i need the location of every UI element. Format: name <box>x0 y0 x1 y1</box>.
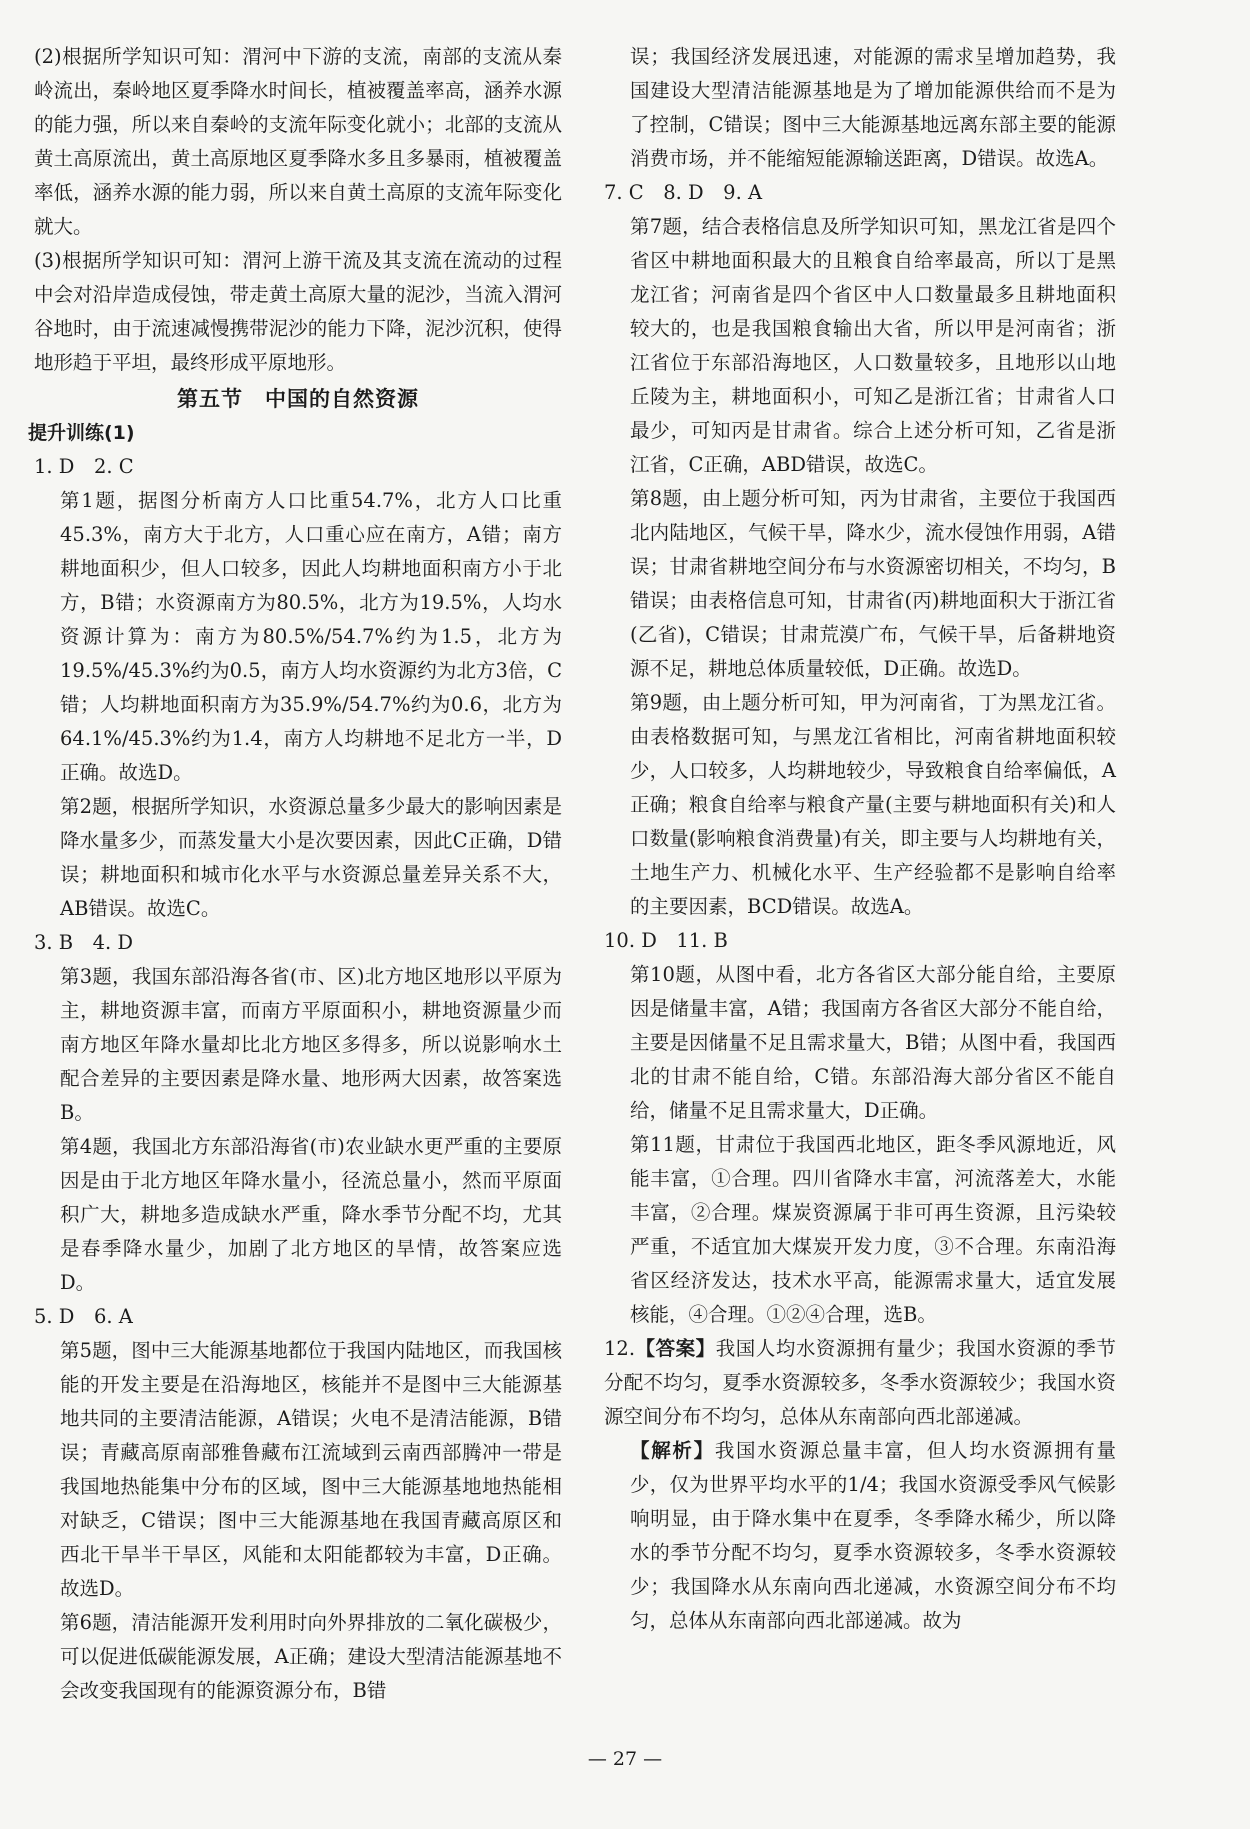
question-12-analysis <box>604 1434 1116 1638</box>
explanation-q7: 第7题，结合表格信息及所学知识可知，黑龙江省是四个省区中耕地面积最大的且粮食自给率最高，所以丁是黑龙江省；河南省是四个省区中人口数量最多且耕地面积较大的，也是我国粮食输出大省，所以甲是河南省；浙江省位于东部沿海地区，人口数量较多，且地形以山地丘陵为主，耕地面积小，可知乙是浙江省；甘肃省人口最少，可知丙是甘肃省。综合上述分析可知，乙省是浙江省，C正确，ABD错误，故选C。 <box>630 215 1116 476</box>
section-title: 第五节 中国的自然资源 <box>177 387 419 411</box>
question-12-answer <box>604 1332 1116 1434</box>
drill-title: 提升训练(1) <box>28 422 135 444</box>
answers-1-2: 1. D 2. C <box>34 455 134 478</box>
explanation-q8: 第8题，由上题分析可知，丙为甘肃省，主要位于我国西北内陆地区，气候干旱，降水少，流水侵蚀作用弱，A错误；甘肃省耕地空间分布与水资源密切相关，不均匀，B错误；由表格信息可知，甘肃省(丙)耕地面积大于浙江省(乙省)，C错误；甘肃荒漠广布，气候干旱，后备耕地资源不足，耕地总体质量较低，D正确。故选D。 <box>630 487 1116 680</box>
explanation-q1: 第1题，据图分析南方人口比重54.7%，北方人口比重45.3%，南方大于北方，人口重心应在南方，A错；南方耕地面积少，但人口较多，因此人均耕地面积南方小于北方，B错；水资源南方为80.5%，北方为19.5%，人均水资源计算为：南方为80.5%/54.7%约为1.5，北方为19.5%/45.3%约为0.5，南方人均水资源约为北方3倍，C错；人均耕地面积南方为35.9%/54.7%约为0.6，北方为64.1%/45.3%约为1.4，南方人均耕地不足北方一半，D正确。故选D。 <box>60 489 562 784</box>
explanation-q5: 第5题，图中三大能源基地都位于我国内陆地区，而我国核能的开发主要是在沿海地区，核能并不是图中三大能源基地共同的主要清洁能源，A错误；火电不是清洁能源，B错误；青藏高原南部雅鲁藏布江流域到云南西部腾冲一带是我国地热能集中分布的区域，图中三大能源基地地热能相对缺乏，C错误；图中三大能源基地在我国青藏高原区和西北干旱半干旱区，风能和太阳能都较为丰富，D正确。故选D。 <box>60 1339 562 1600</box>
answer-text: 我国人均水资源拥有量少；我国水资源的季节分配不均匀，夏季水资源较多，冬季水资源较少；我国水资源空间分布不均匀，总体从东南部向西北部递减。 <box>604 1337 1116 1428</box>
question-12-number: 12. <box>604 1337 636 1360</box>
answer-paragraph-2: (2)根据所学知识可知：渭河中下游的支流，南部的支流从秦岭流出，秦岭地区夏季降水时间长，植被覆盖率高，涵养水源的能力强，所以来自秦岭的支流年际变化就小；北部的支流从黄土高原流出，黄土高原地区夏季降水多且多暴雨，植被覆盖率低，涵养水源的能力弱，所以来自黄土高原的支流年际变化就大。 <box>34 45 562 238</box>
answer-paragraph-3: (3)根据所学知识可知：渭河上游干流及其支流在流动的过程中会对沿岸造成侵蚀，带走黄土高原大量的泥沙，当流入渭河谷地时，由于流速减慢携带泥沙的能力下降，泥沙沉积，使得地形趋于平坦，最终形成平原地形。 <box>34 249 562 374</box>
answer-tag: 【答案】 <box>635 1337 716 1360</box>
analysis-tag: 【解析】 <box>630 1439 715 1462</box>
explanation-q2: 第2题，根据所学知识，水资源总量多少最大的影响因素是降水量多少，而蒸发量大小是次要因素，因此C正确，D错误；耕地面积和城市化水平与水资源总量差异关系不大，AB错误。故选C。 <box>60 795 562 920</box>
answers-3-4: 3. B 4. D <box>34 931 134 954</box>
explanation-q9: 第9题，由上题分析可知，甲为河南省，丁为黑龙江省。由表格数据可知，与黑龙江省相比，河南省耕地面积较少，人口较多，人均耕地较少，导致粮食自给率偏低，A正确；粮食自给率与粮食产量(主要与耕地面积有关)和人口数量(影响粮食消费量)有关，即主要与人均耕地有关，土地生产力、机械化水平、生产经验都不是影响自给率的主要因素，BCD错误。故选A。 <box>630 691 1116 918</box>
page-number: — 27 — <box>587 1748 663 1770</box>
explanation-q6-continued: 误；我国经济发展迅速，对能源的需求呈增加趋势，我国建设大型清洁能源基地是为了增加能源供给而不是为了控制，C错误；图中三大能源基地远离东部主要的能源消费市场，并不能缩短能源输送距离，D错误。故选A。 <box>630 45 1116 170</box>
explanation-q10: 第10题，从图中看，北方各省区大部分能自给，主要原因是储量丰富，A错；我国南方各省区大部分不能自给，主要是因储量不足且需求量大，B错；从图中看，我国西北的甘肃不能自给，C错。东部沿海大部分省区不能自给，储量不足且需求量大，D正确。 <box>630 963 1116 1122</box>
answers-7-9: 7. C 8. D 9. A <box>604 181 763 204</box>
explanation-q4: 第4题，我国北方东部沿海省(市)农业缺水更严重的主要原因是由于北方地区年降水量小，径流总量小，然而平原面积广大，耕地多造成缺水严重，降水季节分配不均，尤其是春季降水量少，加剧了北方地区的旱情，故答案应选D。 <box>60 1135 562 1294</box>
answers-5-6: 5. D 6. A <box>34 1305 133 1328</box>
analysis-text: 我国水资源总量丰富，但人均水资源拥有量少，仅为世界平均水平的1/4；我国水资源受季风气候影响明显，由于降水集中在夏季，冬季降水稀少，所以降水的季节分配不均匀，夏季水资源较多，冬季水资源较少；我国降水从东南向西北递减，水资源空间分布不均匀，总体从东南部向西北部递减。故为 <box>630 1439 1116 1632</box>
explanation-q3: 第3题，我国东部沿海各省(市、区)北方地区地形以平原为主，耕地资源丰富，而南方平原面积小，耕地资源量少而南方地区年降水量却比北方地区多得多，所以说影响水土配合差异的主要因素是降水量、地形两大因素，故答案选B。 <box>60 965 562 1124</box>
left-column <box>28 40 562 1708</box>
answers-10-11: 10. D 11. B <box>604 929 728 952</box>
right-column <box>604 40 1116 1638</box>
explanation-q6: 第6题，清洁能源开发利用时向外界排放的二氧化碳极少，可以促进低碳能源发展，A正确；建设大型清洁能源基地不会改变我国现有的能源资源分布，B错 <box>60 1611 562 1702</box>
explanation-q11: 第11题，甘肃位于我国西北地区，距冬季风源地近，风能丰富，①合理。四川省降水丰富，河流落差大，水能丰富，②合理。煤炭资源属于非可再生资源，且污染较严重，不适宜加大煤炭开发力度，③不合理。东南沿海省区经济发达，技术水平高，能源需求量大，适宜发展核能，④合理。①②④合理，选B。 <box>630 1133 1116 1326</box>
